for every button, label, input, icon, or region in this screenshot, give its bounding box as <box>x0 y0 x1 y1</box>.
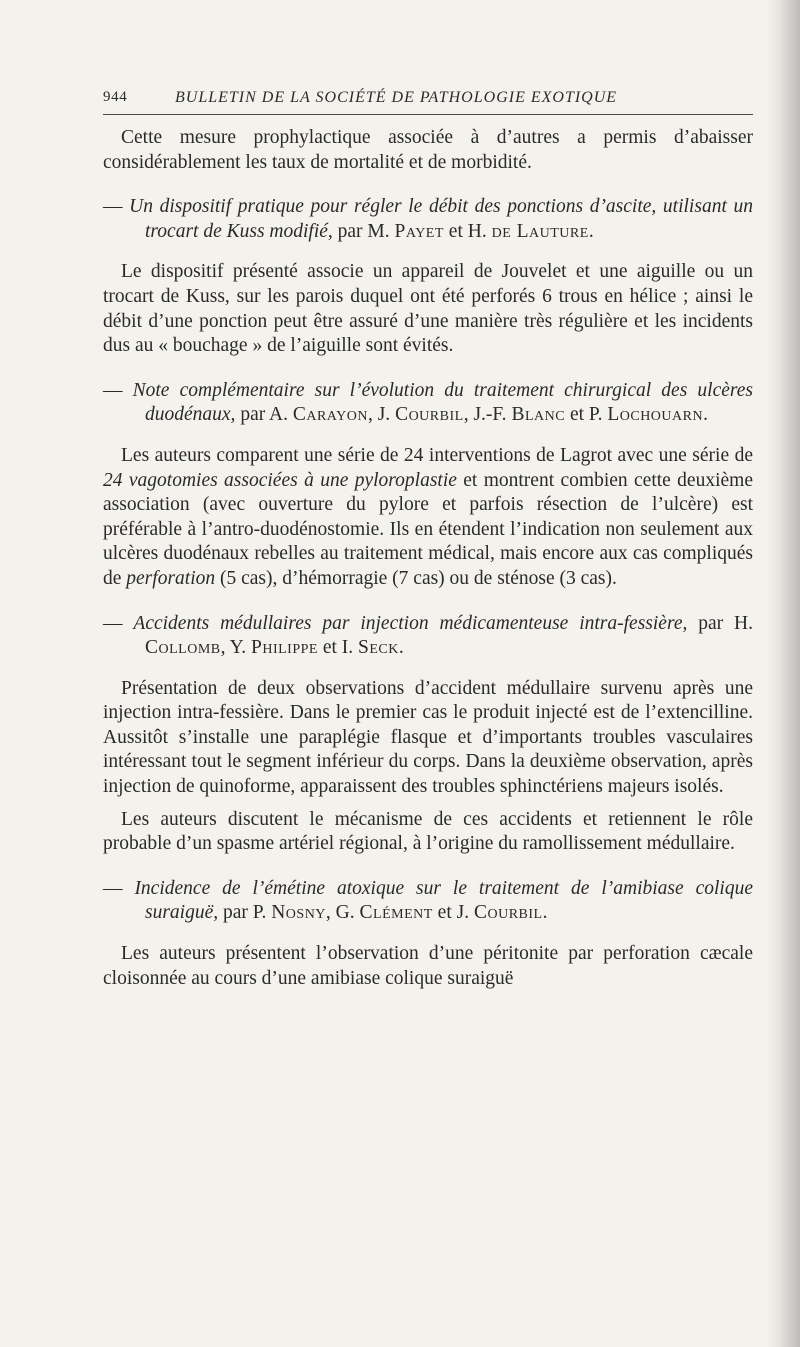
paragraph: Les auteurs présentent l’observation d’une péritonite par perforation cæcale cloisonnée au cours d’une amibiase colique suraiguë <box>103 943 753 989</box>
author-name: de Lauture <box>491 220 589 242</box>
author-name: Payet <box>394 220 444 242</box>
paragraph: Présentation de deux observations d’accident médullaire survenu après une injection intra-fessière. Dans le premier cas le produit injecté est de l’extencilline. Aussitôt s’installe une paraplégie flasque et d’importants troubles vasculaires intéressant tout le segment inférieur du corps. Dans la deuxième observation, après injection de quinoforme, apparaissent des troubles sphinctériens majeurs isolés. <box>103 677 753 798</box>
communication-title: Note complémentaire sur l’évolution du traitement chirurgical des ulcères duodénaux, <box>132 379 753 426</box>
author-name: Seck <box>358 637 399 659</box>
article-body <box>103 126 753 991</box>
communication-title: Incidence de l’émétine atoxique sur le traitement de l’amibiase colique suraiguë, <box>134 877 753 924</box>
running-header <box>103 87 753 113</box>
author-name: Philippe <box>250 637 318 659</box>
paragraph: Les auteurs comparent une série de 24 interventions de Lagrot avec une série de 24 vagotomies associées à une pyloroplastie et montrent combien cette deuxième association (avec ouverture du pylore et parfois résection de l’ulcère) est préférable à l’antro-duodénostomie. Ils en étendent l’indication non seulement aux ulcères duodénaux rebelles au traitement médical, mais encore aux cas compliqués de perforation (5 cas), d’hémorragie (7 cas) ou de sténose (3 cas). <box>103 444 753 589</box>
author-name: Courbil <box>473 902 543 924</box>
communication-entry: — Incidence de l’émétine atoxique sur le traitement de l’amibiase colique suraiguë, par P. Nosny, G. Clément et J. Courbil. <box>103 877 753 924</box>
paragraph: Les auteurs discutent le mécanisme de ces accidents et retiennent le rôle probable d’un spasme artériel régional, à l’origine du ramollissement médullaire. <box>103 808 753 855</box>
communication-title: Un dispositif pratique pour régler le débit des ponctions d’ascite, utilisant un trocart de Kuss modifié, <box>129 196 753 242</box>
paragraph: Cette mesure prophylactique associée à d’autres a permis d’abaisser considérablement les taux de mortalité et de morbidité. <box>103 127 753 173</box>
author-name: Courbil <box>395 404 464 426</box>
author-name: Clément <box>359 902 433 924</box>
author-name: Nosny <box>271 902 326 924</box>
page-spine-shadow <box>766 0 800 1347</box>
communication-title: Accidents médullaires par injection médicamenteuse intra-fessière, <box>133 612 688 634</box>
page-number: 944 <box>103 89 128 105</box>
author-name: Carayon <box>292 404 368 426</box>
header-rule <box>103 114 753 115</box>
author-name: Collomb <box>145 637 221 659</box>
author-name: Blanc <box>511 404 566 426</box>
author-name: Lochouarn <box>607 404 704 426</box>
communication-entry: — Un dispositif pratique pour régler le débit des ponctions d’ascite, utilisant un trocart de Kuss modifié, par M. Payet et H. de Lauture. <box>103 196 753 242</box>
paragraph: Le dispositif présenté associe un appareil de Jouvelet et une aiguille ou un trocart de Kuss, sur les parois duquel ont été perforés 6 trous en hélice ; ainsi le débit d’une ponction peut être assuré d’une manière très régulière et les incidents dus au « bouchage » de l’aiguille sont évités. <box>103 261 753 357</box>
running-title: BULLETIN DE LA SOCIÉTÉ DE PATHOLOGIE EXOTIQUE <box>175 89 618 106</box>
communication-entry: — Accidents médullaires par injection médicamenteuse intra-fessière, par H. Collomb, Y. Philippe et I. Seck. <box>103 612 754 659</box>
communication-entry: — Note complémentaire sur l’évolution du traitement chirurgical des ulcères duodénaux, par A. Carayon, J. Courbil, J.-F. Blanc et P. Lochouarn. <box>103 379 753 426</box>
